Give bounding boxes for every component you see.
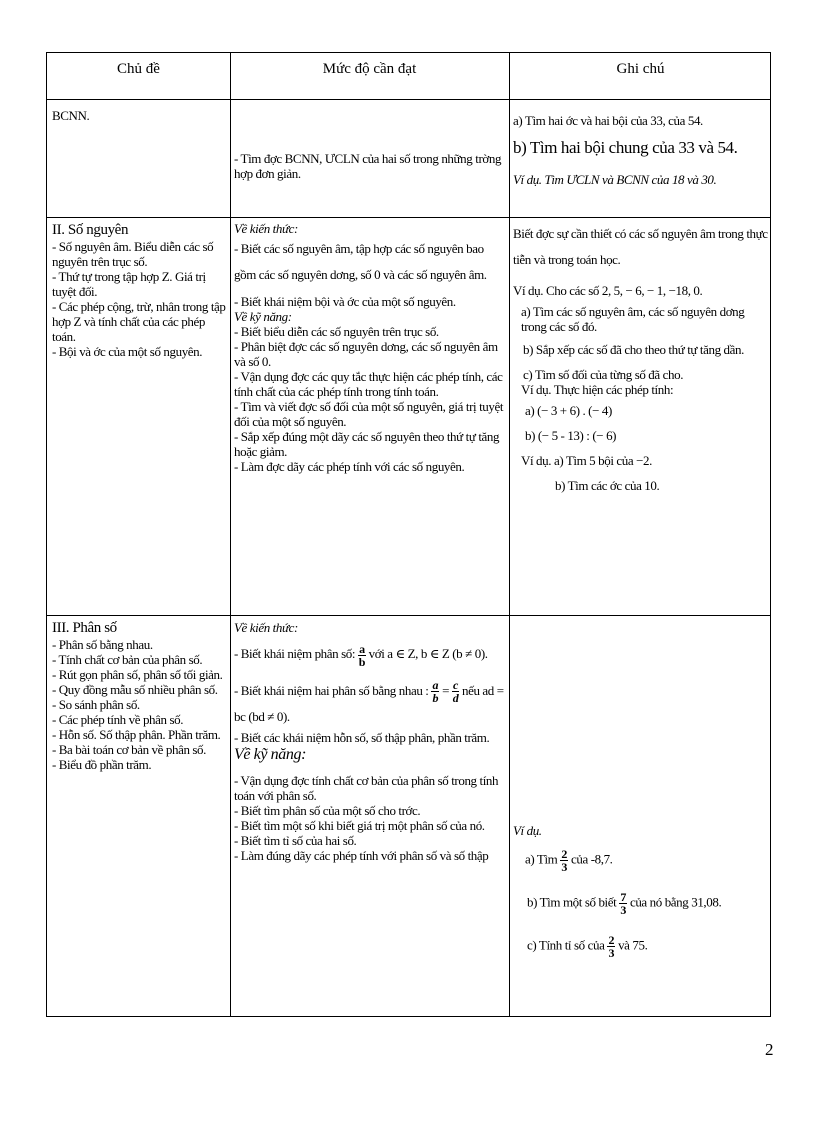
skill-item: - Sắp xếp đúng một dãy các số nguyên theo thứ tự tăng hoặc giảm. <box>234 429 500 459</box>
topic-item: - Các phép cộng, trừ, nhân trong tập hợp Z và tính chất của các phép toán. <box>52 299 226 344</box>
notes-example-1: Ví dụ. Cho các số 2, 5, − 6, − 1, −18, 0. <box>513 283 703 298</box>
text: với a ∈ Z, b ∈ Z (b ≠ 0). <box>368 646 488 661</box>
skill-title: Về kỹ năng: <box>234 309 292 324</box>
example-c <box>513 934 769 959</box>
topic-item: - Hỗn số. Số thập phân. Phần trăm. <box>52 727 221 742</box>
header-topic: Chủ đề <box>117 61 160 77</box>
topic-item: - Bội và ớc của một số nguyên. <box>52 344 203 359</box>
skill-item: - Biết tìm tỉ số của hai số. <box>234 833 357 849</box>
fraction <box>358 643 366 668</box>
topic-item: - Số nguyên âm. Biểu diễn các số nguyên trên trục số. <box>52 239 214 269</box>
skill-item: - Biết biểu diễn các số nguyên trên trục số. <box>234 324 439 339</box>
topic-item: - Quy đồng mẫu số nhiều phân số. <box>52 682 218 697</box>
numerator: c <box>453 678 458 693</box>
topic-item: - So sánh phân số. <box>52 697 140 712</box>
knowledge-item: - Biết các khái niệm hỗn số, số thập phân, phần trăm. <box>234 730 490 746</box>
notes-example-item: c) Tìm số đối của từng số đã cho. <box>523 367 684 382</box>
row1-note-b: b) Tìm hai bội chung của 33 và 54. <box>513 138 738 157</box>
text: b) Tìm một số biết <box>527 894 617 910</box>
row3-level <box>234 620 506 1016</box>
numerator: 7 <box>620 890 626 904</box>
topic-item: - Ba bài toán cơ bản về phân số. <box>52 742 206 757</box>
skill-item: - Vận dụng đợc các quy tắc thực hiện các phép tính, các tính chất của các phép tính trong tính toán. <box>234 369 503 399</box>
text: c) Tính tỉ số của <box>527 937 605 953</box>
row1-note-example: Ví dụ. Tìm ƯCLN và BCNN của 18 và 30. <box>513 172 717 187</box>
knowledge-item: - Biết các số nguyên âm, tập hợp các số nguyên bao gồm các số nguyên dơng, số 0 và các số nguyên âm. <box>234 241 487 282</box>
skill-item: - Làm đợc dãy các phép tính với các số nguyên. <box>234 459 465 474</box>
denominator: d <box>452 691 459 706</box>
numerator: 2 <box>561 847 567 861</box>
example-a <box>513 848 769 873</box>
topic-item: - Thứ tự trong tập hợp Z. Giá trị tuyệt đối. <box>52 269 206 299</box>
fraction <box>431 679 439 704</box>
numerator: 2 <box>608 933 615 947</box>
row2-topic <box>52 222 227 359</box>
row1-notes <box>513 113 769 216</box>
skill-title: Về kỹ năng: <box>234 746 307 764</box>
skill-item: - Làm đúng dãy các phép tính với phân số và số thập <box>234 848 489 864</box>
row3-topic <box>52 620 227 772</box>
skill-item: - Biết tìm phân số của một số cho trớc. <box>234 803 421 819</box>
fraction-definition <box>234 641 506 668</box>
numerator: a <box>432 678 439 693</box>
topic-item: - Tính chất cơ bản của phân số. <box>52 652 203 667</box>
notes-title: Ví dụ. <box>513 823 542 838</box>
denominator: 3 <box>620 903 626 917</box>
skill-item: - Phân biệt đợc các số nguyên dơng, các số nguyên âm và số 0. <box>234 339 498 369</box>
fraction <box>452 679 459 704</box>
row-divider <box>47 615 770 616</box>
skill-item: - Biết tìm một số khi biết giá trị một phân số của nó. <box>234 818 485 834</box>
knowledge-item: - Biết khái niệm bội và ớc của một số nguyên. <box>234 294 456 309</box>
row-divider <box>47 99 770 100</box>
text: của nó bằng 31,08. <box>629 894 722 910</box>
row1-topic: BCNN. <box>52 108 90 123</box>
notes-example-3: Ví dụ. a) Tìm 5 bội của −2. <box>521 453 652 468</box>
fraction <box>607 934 615 959</box>
header-notes: Ghi chú <box>616 61 665 77</box>
topic-item: - Phân số bằng nhau. <box>52 637 153 652</box>
notes-example-item: b) Sắp xếp các số đã cho theo thứ tự tăng dần. <box>523 342 744 357</box>
notes-example-2: Ví dụ. Thực hiện các phép tính: <box>521 382 674 397</box>
row-divider <box>47 217 770 218</box>
example-b <box>513 891 769 916</box>
row2-notes <box>513 221 769 613</box>
text: a) Tìm <box>525 851 558 867</box>
column-divider <box>509 53 510 1016</box>
row3-topic-title: III. Phân số <box>52 620 117 636</box>
row1-level: - Tìm đợc BCNN, ƯCLN của hai số trong những trờng hợp đơn giản. <box>234 151 502 181</box>
notes-example-item: a) Tìm các số nguyên âm, các số nguyên dơng trong các số đó. <box>521 304 745 334</box>
equal-fractions: - Biết khái niệm hai phân số bằng nhau : $\frac{a}{b}$ = $\frac{c}{d}$ nếu ad = bc (bd ≠ 0). <box>234 678 504 725</box>
row1-note-a: a) Tìm hai ớc và hai bội của 33, của 54. <box>513 113 703 128</box>
skill-item: - Vận dụng đợc tính chất cơ bản của phân số trong tính toán với phân số. <box>234 773 499 804</box>
skill-item: - Tìm và viết đợc số đối của một số nguyên, giá trị tuyệt đối của một số nguyên. <box>234 399 504 429</box>
numerator: a <box>359 641 365 656</box>
text: của -8,7. <box>571 851 613 867</box>
topic-item: - Biểu đồ phần trăm. <box>52 757 152 772</box>
notes-example-item: a) (− 3 + 6) . (− 4) <box>525 403 612 418</box>
denominator: 3 <box>608 946 615 960</box>
row2-topic-title: II. Số nguyên <box>52 222 129 238</box>
row2-level <box>234 221 506 613</box>
denominator: b <box>358 654 365 669</box>
header-level: Mức độ cần đạt <box>322 61 417 77</box>
text: nếu ad = bc (bd ≠ 0). <box>234 682 504 725</box>
text: - Biết khái niệm phân số: <box>234 646 356 661</box>
knowledge-title: Về kiến thức: <box>234 620 298 635</box>
notes-intro: Biết đợc sự cần thiết có các số nguyên âm trong thực tiễn và trong toán học. <box>513 226 768 267</box>
row3-notes <box>513 823 769 1015</box>
topic-item: - Các phép tính về phân số. <box>52 712 184 727</box>
fraction <box>619 891 627 916</box>
knowledge-title: Về kiến thức: <box>234 221 298 236</box>
curriculum-table <box>46 52 771 1017</box>
denominator: b <box>432 691 439 706</box>
topic-item: - Rút gọn phân số, phân số tối giản. <box>52 667 223 682</box>
text: và 75. <box>618 937 648 953</box>
denominator: 3 <box>561 860 567 874</box>
page-number: 2 <box>765 1040 774 1059</box>
notes-example-3b: b) Tìm các ớc của 10. <box>555 478 660 493</box>
text: - Biết khái niệm hai phân số bằng nhau : <box>234 682 429 698</box>
fraction <box>560 848 568 873</box>
notes-example-item: b) (− 5 - 13) : (− 6) <box>525 428 617 443</box>
column-divider <box>230 53 231 1016</box>
